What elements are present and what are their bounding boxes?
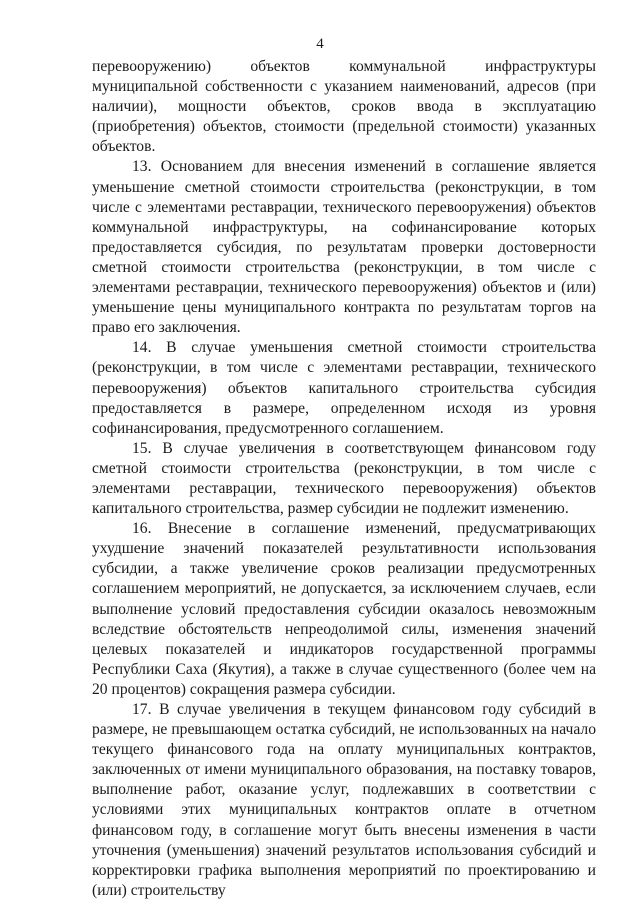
page-number: 4 [316, 36, 324, 52]
paragraph-15: 15. В случае увеличения в соответствующем финансовом году сметной стоимости строительства (реконструкции, в том числе с элементами реставрации, технического перевооружения) объектов капитального строительства, размер субсидии не подлежит изменению. [92, 439, 596, 518]
paragraph-16: 16. Внесение в соглашение изменений, предусматривающих ухудшение значений показателей результативности использования субсидии, а также увеличение сроков реализации предусмотренных соглашением мероприятий, не допускается, за исключением случаев, если выполнение условий предоставления субсидии оказалось невозможным вследствие обстоятельств непреодолимой силы, изменения значений целевых показателей и индикаторов государственной программы Республики Саха (Якутия), а также в случае существенного (более чем на 20 процентов) сокращения размера субсидии. [92, 520, 596, 698]
document-body [92, 57, 596, 901]
paragraph-17: 17. В случае увеличения в текущем финансовом году субсидий в размере, не превышающем остатка субсидий, не использованных на начало текущего финансового года на оплату муниципальных контрактов, заключенных от имени муниципального образования, на поставку товаров, выполнение работ, оказание услуг, подлежавших в соответствии с условиями этих муниципальных контрактов оплате в отчетном финансовом году, в соглашение могут быть внесены изменения в части уточнения (уменьшения) значений результатов использования субсидий и корректировки графика выполнения мероприятий по проектированию и (или) строительству [92, 701, 596, 899]
paragraph-13: 13. Основанием для внесения изменений в соглашение является уменьшение сметной стоимости строительства (реконструкции, в том числе с элементами реставрации, технического перевооружения) объектов коммунальной инфраструктуры, на софинансирование которых предоставляется субсидия, по результатам проверки достоверности сметной стоимости строительства (реконструкции, в том числе с элементами реставрации, технического перевооружения) объектов и (или) уменьшение цены муниципального контракта по результатам торгов на право его заключения. [92, 158, 596, 337]
paragraph-continuation: перевооружению) объектов коммунальной инфраструктуры муниципальной собственности с указанием наименований, адресов (при наличии), мощности объектов, сроков ввода в эксплуатацию (приобретения) объектов, стоимости (предельной стоимости) указанных объектов. [92, 58, 596, 156]
paragraph-14: 14. В случае уменьшения сметной стоимости строительства (реконструкции, в том числе с элементами реставрации, технического перевооружения) объектов капитального строительства субсидия предоставляется в размере, определенном исходя из уровня софинансирования, предусмотренного соглашением. [92, 339, 596, 437]
